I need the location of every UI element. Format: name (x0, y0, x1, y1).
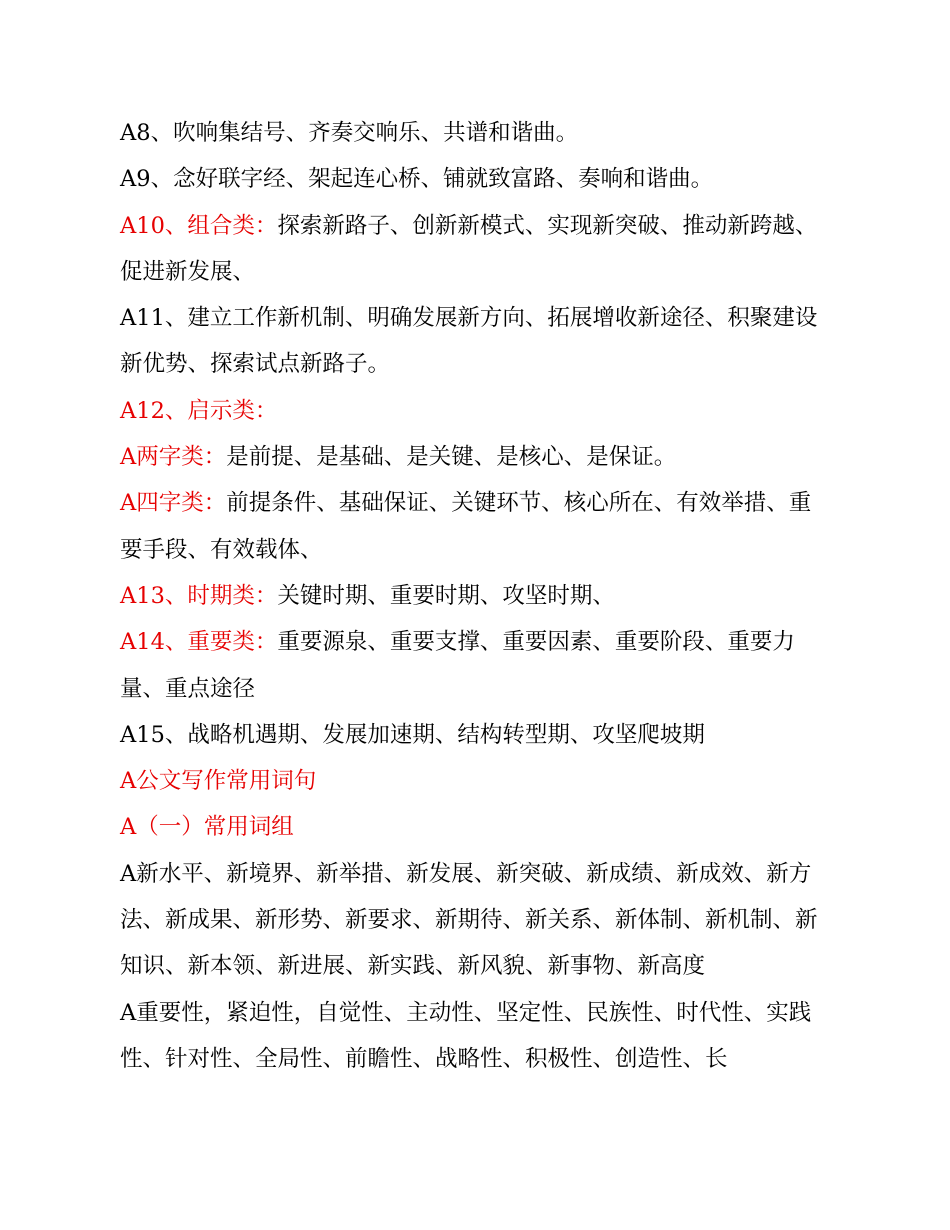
paragraph-text: A11、建立工作新机制、明确发展新方向、拓展增收新途径、积聚建设新优势、探索试点新路子。 (120, 305, 818, 378)
subsection-heading (120, 804, 832, 850)
paragraph-label: A12、启示类： (120, 397, 278, 424)
paragraph-a10 (120, 203, 832, 296)
paragraph-label: A10、组合类： (120, 212, 278, 239)
paragraph-text: 前提条件、基础保证、关键环节、核心所在、有效举措、重要手段、有效载体、 (120, 490, 812, 563)
paragraph-label: A（一）常用词组 (120, 814, 294, 841)
paragraph-a8 (120, 110, 832, 156)
paragraph-a15 (120, 712, 832, 758)
paragraph-new-terms (120, 851, 832, 990)
paragraph-text: A新水平、新境界、新举措、新发展、新突破、新成绩、新成效、新方法、新成果、新形势、新要求、新期待、新关系、新体制、新机制、新知识、新本领、新进展、新实践、新风貌、新事物、新高度 (120, 860, 818, 980)
paragraph-a11 (120, 295, 832, 388)
paragraph-label: A四字类： (120, 490, 227, 517)
paragraph-text: A9、念好联字经、架起连心桥、铺就致富路、奏响和谐曲。 (120, 166, 714, 193)
paragraph-a9 (120, 156, 832, 202)
paragraph-label: A14、重要类： (120, 629, 278, 656)
paragraph-label: A公文写作常用词句 (120, 768, 317, 795)
paragraph-a13 (120, 573, 832, 619)
paragraph-text: 是前提、是基础、是关键、是核心、是保证。 (226, 444, 677, 471)
paragraph-text: 探索新路子、创新新模式、实现新突破、推动新跨越、促进新发展、 (120, 212, 818, 285)
document-page (120, 110, 832, 1082)
paragraph-label: A13、时期类： (120, 582, 278, 609)
paragraph-text: A重要性，紧迫性，自觉性、主动性、坚定性、民族性、时代性、实践性、针对性、全局性、前瞻性、战略性、积极性、创造性、长 (120, 999, 812, 1072)
paragraph-text: A15、战略机遇期、发展加速期、结构转型期、攻坚爬坡期 (120, 721, 705, 748)
paragraph-label: A两字类： (120, 444, 227, 471)
paragraph-four-char (120, 480, 832, 573)
paragraph-xing-terms (120, 990, 832, 1083)
paragraph-a12 (120, 388, 832, 434)
paragraph-two-char (120, 434, 832, 480)
paragraph-text: 重要源泉、重要支撑、重要因素、重要阶段、重要力量、重点途径 (120, 629, 795, 702)
section-heading (120, 758, 832, 804)
paragraph-text: A8、吹响集结号、齐奏交响乐、共谱和谐曲。 (120, 120, 579, 146)
paragraph-a14 (120, 619, 832, 712)
paragraph-text: 关键时期、重要时期、攻坚时期、 (277, 582, 615, 609)
